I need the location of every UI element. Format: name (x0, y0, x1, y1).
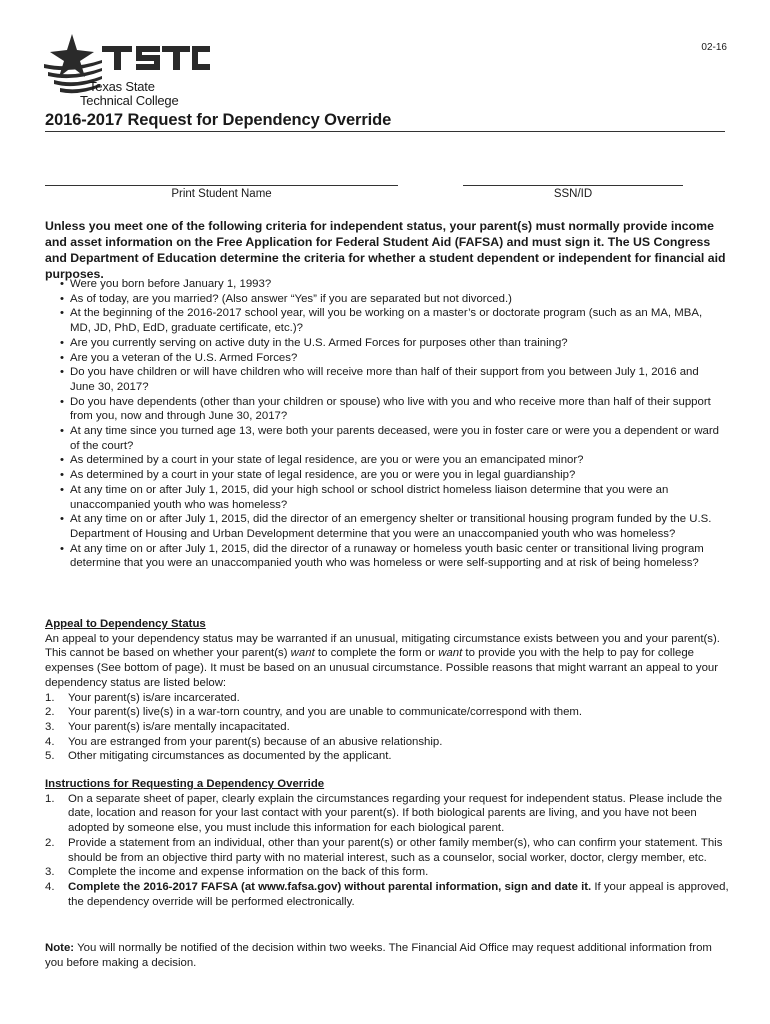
list-item: 1. Your parent(s) is/are incarcerated. (45, 691, 240, 704)
list-item: 1. On a separate sheet of paper, clearly explain the circumstances regarding your request for independent status. Please include the date, location and reason for your last contact with your parent(s). If both biological parents are living, and you have not been adopted by someone else, you must include this information for each biological parent. (45, 792, 723, 835)
ssn-label: SSN/ID (553, 188, 593, 200)
student-name-label: Print Student Name (171, 188, 272, 200)
student-name-line[interactable] (45, 185, 398, 186)
logo-name-line2: Technical College (80, 93, 179, 108)
list-item: • As determined by a court in your state of legal residence, are you or were you an emancipated minor? (60, 454, 584, 467)
intro-paragraph: Unless you meet one of the following criteria for independent status, your parent(s) must normally provide income and asset information on the Free Application for Federal Student Aid (FAFSA) and must sign it. The US Congress and Department of Education determine the criteria for whether a student dependent or independent for financial aid purposes. (45, 219, 726, 281)
list-item: • Are you currently serving on active duty in the U.S. Armed Forces for purposes other than training? (60, 336, 568, 349)
note-text: You will normally be notified of the decision within two weeks. The Financial Aid Office may request additional information from you before making a decision. (45, 942, 712, 969)
note-paragraph (45, 941, 729, 970)
appeal-heading: Appeal to Dependency Status (45, 618, 206, 630)
instructions-list (45, 792, 729, 910)
list-item: • At any time on or after July 1, 2015, did your high school or school district homeless liaison determine that you were an unaccompanied youth who was homeless? (60, 483, 669, 511)
list-item: 3. Your parent(s) is/are mentally incapacitated. (45, 720, 290, 733)
list-item: • Were you born before January 1, 1993? (60, 278, 272, 290)
list-item: • At the beginning of the 2016-2017 school year, will you be working on a master’s or doctorate program (such as an MA, MBA, MD, JD, PhD, EdD, graduate certificate, etc.)? (60, 307, 703, 335)
reasons-list (45, 691, 729, 765)
logo-name-line1: Texas State (89, 79, 155, 94)
title-divider (45, 131, 725, 132)
list-item: 4. Complete the 2016-2017 FAFSA (at www.fafsa.gov) without parental information, sign and date it. If your appeal is approved, the dependency override will be performed electronically. (45, 880, 729, 908)
appeal-paragraph: An appeal to your dependency status may be warranted if an unusual, mitigating circumstance exists between you and your parent(s). This cannot be based on whether your parent(s) want to complete the form or want to provide you with the help to pay for college expenses (See bottom of page). It must be based on an unusual circumstance. Possible reasons that might warrant an appeal to your dependency status are listed below: (45, 632, 720, 689)
note-label: Note: (45, 942, 75, 954)
list-item: • As of today, are you married? (Also answer “Yes” if you are separated but not divorced.) (60, 292, 512, 305)
list-item: 2. Your parent(s) live(s) in a war-torn country, and you are unable to communicate/correspond with them. (45, 706, 583, 719)
list-item: 4. You are estranged from your parent(s) because of an abusive relationship. (45, 735, 443, 748)
page-title: 2016-2017 Request for Dependency Override (45, 111, 392, 129)
list-item: • As determined by a court in your state of legal residence, are you or were you in legal guardianship? (60, 469, 576, 482)
list-item: • Do you have dependents (other than your children or spouse) who live with you and who receive more than half of their support from you, now and through June 30, 2017? (60, 395, 711, 423)
criteria-list (45, 277, 725, 571)
list-item: • At any time on or after July 1, 2015, did the director of an emergency shelter or transitional housing program funded by the U.S. Department of Housing and Urban Development determine that you were an unaccompanied youth who was homeless? (60, 513, 712, 540)
ssn-line[interactable] (463, 185, 683, 186)
list-item: • At any time since you turned age 13, were both your parents deceased, were you in foster care or were you a dependent or ward of the court? (60, 425, 720, 452)
list-item: 3. Complete the income and expense information on the back of this form. (45, 866, 429, 879)
list-item: • Are you a veteran of the U.S. Armed Forces? (60, 351, 298, 364)
list-item: • Do you have children or will have children who will receive more than half of their support from you between July 1, 2016 and June 30, 2017? (60, 366, 699, 393)
list-item: • At any time on or after July 1, 2015, did the director of a runaway or homeless youth basic center or transitional living program determine that you were an unaccompanied youth who was homeless or were self-supporting and at risk of being homeless? (60, 542, 704, 570)
appeal-section (45, 617, 729, 764)
list-item: 2. Provide a statement from an individual, other than your parent(s) or other family member(s), who can confirm your statement. This should be from an objective third party with no material interest, such as a counselor, social worker, doctor, clergy member, etc. (45, 836, 723, 864)
instructions-heading: Instructions for Requesting a Dependency Override (45, 778, 325, 790)
instructions-section (45, 777, 729, 909)
list-item: 5. Other mitigating circumstances as documented by the applicant. (45, 750, 392, 763)
form-code: 02-16 (701, 42, 727, 53)
